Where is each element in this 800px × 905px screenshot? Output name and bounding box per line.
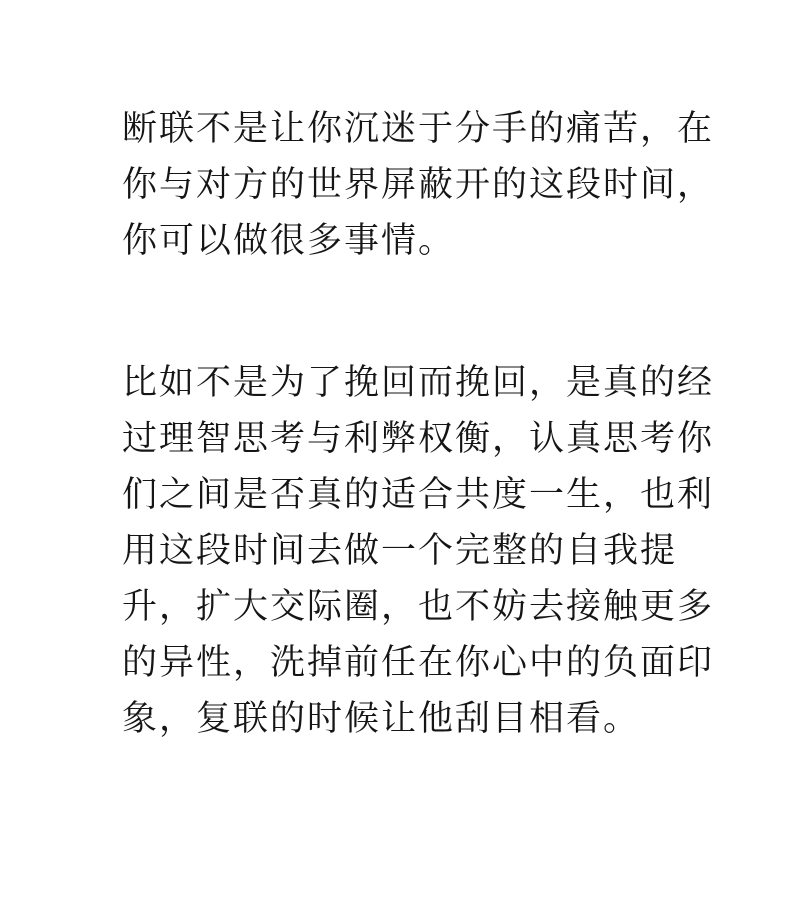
paragraph-2-line-1: 比如不是为了挽回而挽回，是真的经: [122, 363, 715, 403]
paragraph-2-line-3: 们之间是否真的适合共度一生，也利: [122, 475, 715, 515]
paragraph-2-line-5: 升，扩大交际圈，也不妨去接触更多: [122, 587, 715, 627]
paragraph-2-line-6: 的异性，洗掉前任在你心中的负面印: [122, 643, 715, 683]
paragraph-2-line-2: 过理智思考与利弊权衡，认真思考你: [122, 419, 715, 459]
paragraph-1-line-2: 你与对方的世界屏蔽开的这段时间，: [122, 165, 715, 205]
paragraph-2-line-4: 用这段时间去做一个完整的自我提: [122, 531, 678, 571]
paragraph-1: [122, 101, 715, 269]
paragraph-2: [122, 355, 715, 747]
paragraph-1-line-1: 断联不是让你沉迷于分手的痛苦，在: [122, 109, 715, 149]
paragraph-2-line-7: 象，复联的时候让他刮目相看。: [122, 699, 641, 739]
paragraph-1-line-3: 你可以做很多事情。: [122, 221, 456, 261]
